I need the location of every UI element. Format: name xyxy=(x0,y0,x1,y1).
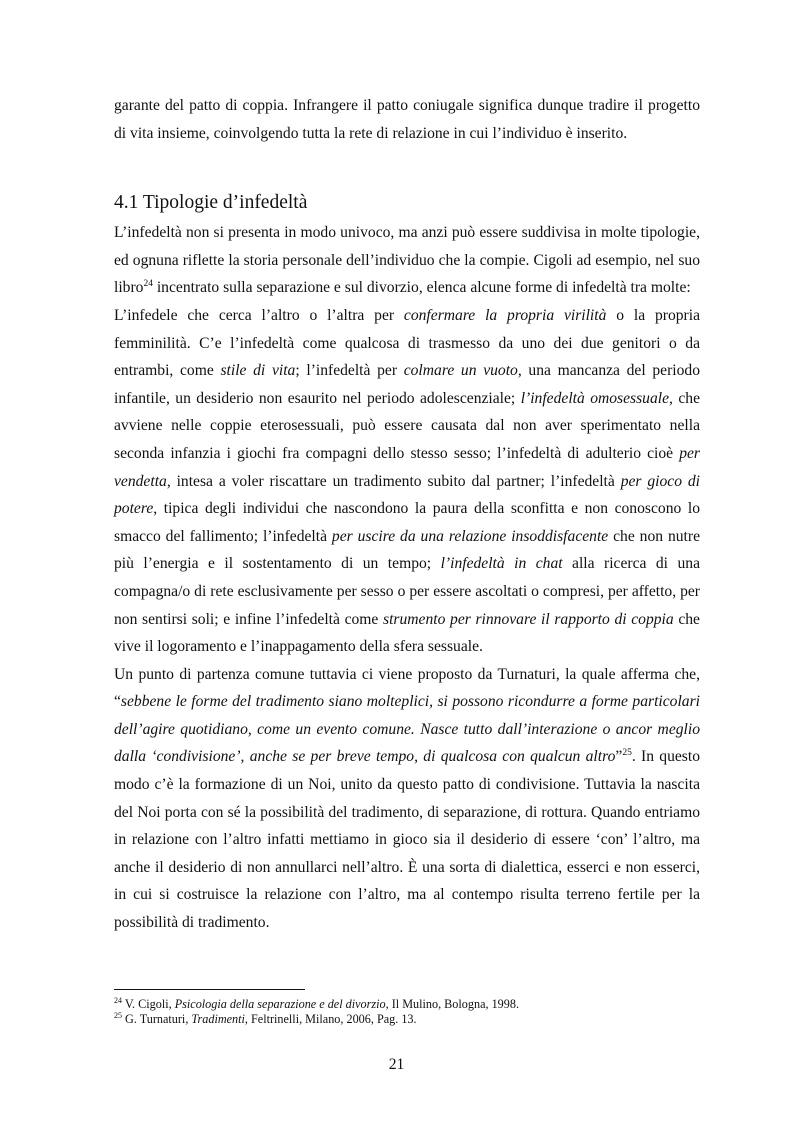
page-body xyxy=(114,92,700,937)
footnote-number: 25 xyxy=(114,1010,122,1020)
footnotes-section xyxy=(114,989,700,1027)
text-span: L’infedele che cerca l’altro o l’altra per xyxy=(114,306,404,324)
text-span: o la propria femminilità. C’e l’infedeltà come qualcosa di trasmesso da uno dei due genitori o da entrambi, come xyxy=(114,306,700,380)
text-span: che non nutre più l’energia e il sostentamento di un tempo; xyxy=(114,527,701,573)
section-heading: 4.1 Tipologie d’infedeltà xyxy=(114,192,308,214)
paragraph-turnaturi xyxy=(114,661,700,937)
text-span: incentrato sulla separazione e sul divorzio, elenca alcune forme di infedeltà tra molte: xyxy=(152,279,691,297)
paragraph-typologies-intro xyxy=(114,219,700,302)
footnote-text: , Il Mulino, Bologna, 1998. xyxy=(385,997,519,1011)
italic-term: l’infedeltà in chat xyxy=(440,555,563,573)
footnote-text: G. Turnaturi, xyxy=(122,1012,192,1026)
footnote-number: 24 xyxy=(114,995,122,1005)
text-span: che vive il logoramento e l’inappagamento della sfera sessuale. xyxy=(114,610,700,656)
footnote-24 xyxy=(114,997,700,1012)
text-span: , una mancanza del periodo infantile, un desiderio non esaurito nel periodo adolescenziale; xyxy=(114,362,701,407)
page-number: 21 xyxy=(388,1056,405,1073)
footnote-text: , Feltrinelli, Milano, 2006, Pag. 13. xyxy=(244,1012,417,1026)
italic-term: confermare la propria virilità xyxy=(403,306,607,324)
text-span: ; l’infedeltà per xyxy=(295,362,404,380)
paragraph-typologies-list xyxy=(114,302,700,661)
footnote-title: Tradimenti xyxy=(191,1012,245,1026)
footnote-ref-24[interactable]: 24 xyxy=(143,279,153,290)
italic-term: per uscire da una relazione insoddisfacente xyxy=(331,527,609,545)
text-span: alla ricerca di una compagna/o di rete esclusivamente per sesso o per essere ascoltati o compresi, per affetto, per non sentirsi soli; e infine l’infedeltà come xyxy=(114,555,700,628)
text-span: , che avviene nelle coppie eterosessuali, può essere causata dal non aver sperimentato nella seconda infanzia i giochi fra compagni dello stesso sesso; l’infedeltà di adulterio cioè xyxy=(114,389,700,462)
italic-term: strumento per rinnovare il rapporto di coppia xyxy=(383,610,674,628)
italic-quote: sebbene le forme del tradimento siano molteplici, si possono ricondurre a forme particolari dell’agire quotidiano, come un evento comune. Nasce tutto dall’interazione o ancor meglio dalla ‘condivisione’, anche se per breve tempo, di qualcosa con qualcun altro xyxy=(114,693,700,766)
text-span: , intesa a voler riscattare un tradimento subito dal partner; l’infedeltà xyxy=(166,472,621,490)
footnote-ref-25[interactable]: 25 xyxy=(622,748,632,759)
text-span: . In questo modo c’è la formazione di un Noi, unito da questo patto di condivisione. Tuttavia la nascita del Noi porta con sé la possibilità del tradimento, di separazione, di rottura. Quando entriamo in relazione con l’altro infatti mettiamo in gioco sia il desiderio di essere ‘con’ l’altro, ma anche il desiderio di non annullarci nell’altro. È una sorta di dialettica, esserci e non esserci, in cui si costruisce la relazione con l’altro, ma al contempo risulta terreno fertile per la possibilità di tradimento. xyxy=(114,748,700,932)
italic-term: stile di vita xyxy=(220,362,296,380)
text-span: Un punto di partenza comune tuttavia ci viene proposto da Turnaturi, la quale afferma che, “ xyxy=(114,665,700,711)
text-span: L’infedeltà non si presenta in modo univoco, ma anzi può essere suddivisa in molte tipologie, ed ognuna riflette la storia personale dell’individuo che la compie. Cigoli ad esempio, nel suo libro xyxy=(114,224,700,297)
footnote-title: Psicologia della separazione e del divorzio xyxy=(174,997,386,1011)
text-span: , tipica degli individui che nascondono la paura della sconfitta e non conoscono lo smacco del fallimento; l’infedeltà xyxy=(114,500,700,545)
text-span: ” xyxy=(615,748,623,766)
italic-term: per vendetta xyxy=(114,444,700,490)
footnote-25 xyxy=(114,1012,700,1027)
italic-term: l’infedeltà omosessuale xyxy=(520,389,670,407)
footnote-text: V. Cigoli, xyxy=(122,997,175,1011)
intro-paragraph: garante del patto di coppia. Infrangere il patto coniugale significa dunque tradire il progetto di vita insieme, coinvolgendo tutta la rete di relazione in cui l’individuo è inserito. xyxy=(114,97,700,142)
italic-term: per gioco di potere xyxy=(114,472,700,518)
footnote-divider xyxy=(114,989,305,990)
italic-term: colmare un vuoto xyxy=(403,362,518,380)
